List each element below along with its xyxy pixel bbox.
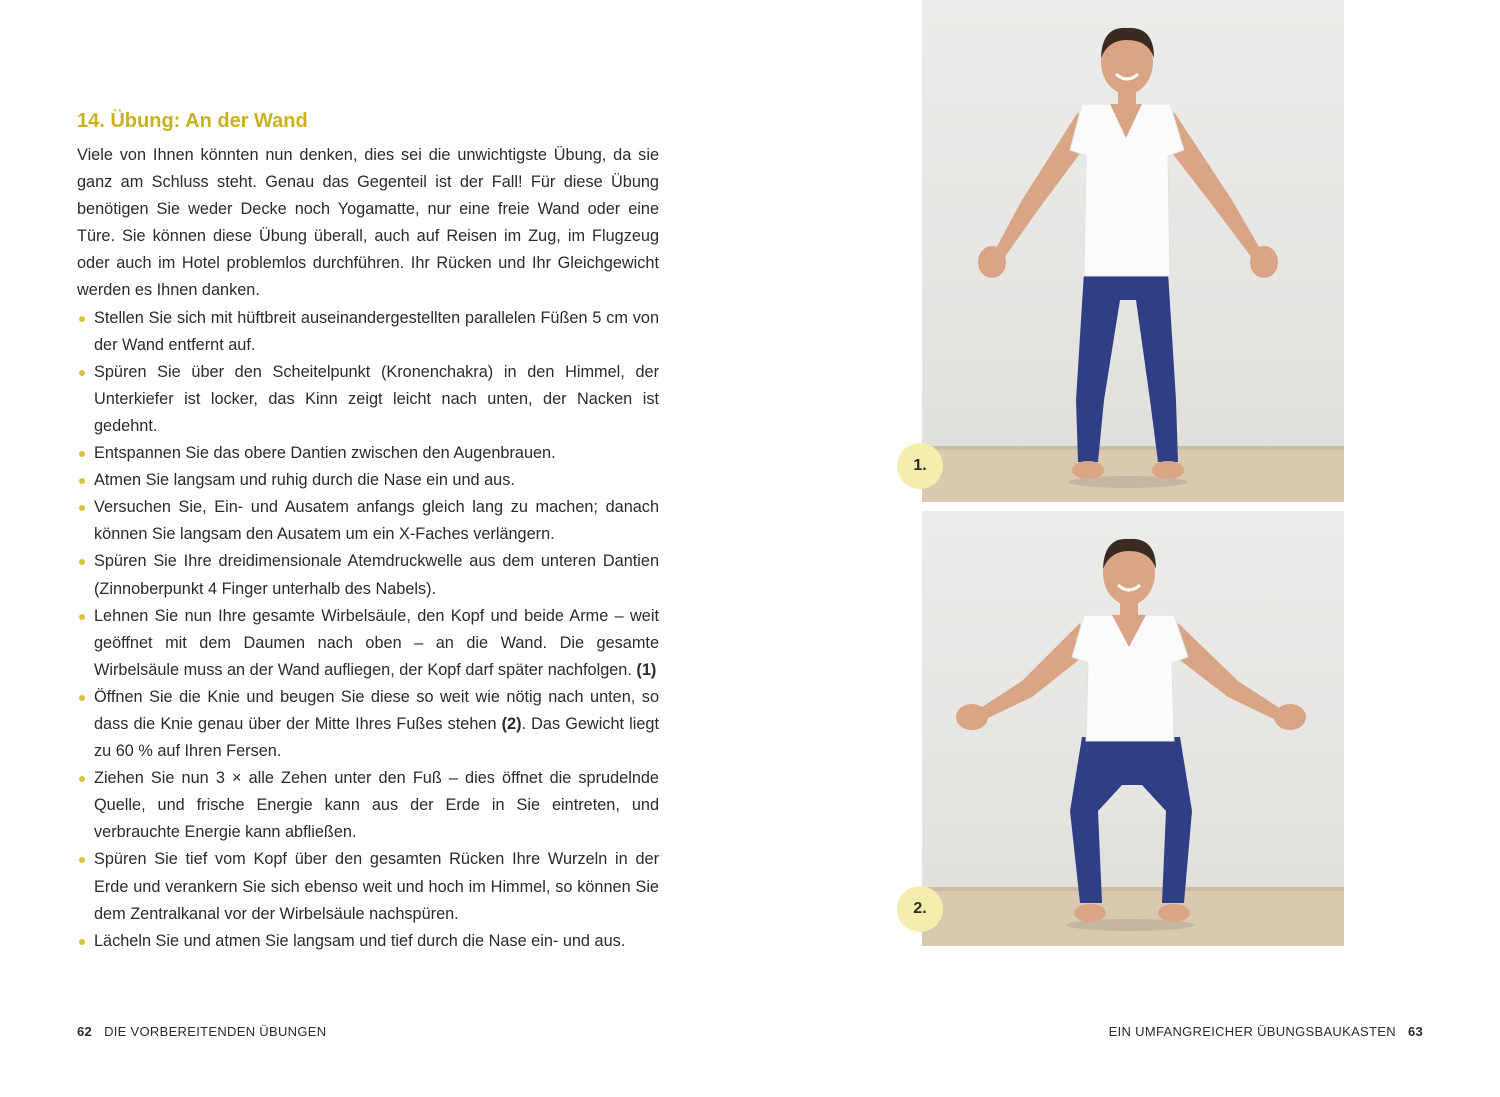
list-item: Spüren Sie Ihre dreidimensionale Atemdruckwelle aus dem unteren Dantien (Zinnoberpunkt 4 Finger unterhalb des Nabels). [77, 548, 659, 602]
list-item: Stellen Sie sich mit hüftbreit auseinandergestellten parallelen Füßen 5 cm von der Wand entfernt auf. [77, 305, 659, 359]
running-title-left: DIE VORBEREITENDEN ÜBUNGEN [104, 1024, 327, 1039]
list-item: Versuchen Sie, Ein- und Ausatem anfangs gleich lang zu machen; danach können Sie langsam den Ausatem um ein X-Faches verlängern. [77, 494, 659, 548]
page-number-right: 63 [1407, 1024, 1423, 1039]
list-item: Spüren Sie tief vom Kopf über den gesamten Rücken Ihre Wurzeln in der Erde und verankern Sie sich ebenso weit und hoch im Himmel, so können Sie dem Zentralkanal vor der Wirbelsäule nachspüren. [77, 846, 659, 927]
list-item: Lächeln Sie und atmen Sie langsam und tief durch die Nase ein- und aus. [77, 928, 659, 955]
running-title-right: EIN UMFANGREICHER ÜBUNGSBAUKASTEN [1108, 1024, 1396, 1039]
instruction-list [77, 305, 659, 955]
list-item: Lehnen Sie nun Ihre gesamte Wirbelsäule, den Kopf und beide Arme – weit geöffnet mit dem Daumen nach oben – an die Wand. Die gesamte Wirbelsäule muss an der Wand aufliegen, der Kopf darf später nachfolgen. (1) [77, 603, 659, 684]
woman-squatting-illustration [922, 511, 1344, 946]
list-item: Öffnen Sie die Knie und beugen Sie diese so weit wie nötig nach unten, so dass die Knie genau über der Mitte Ihres Fußes stehen (2). Das Gewicht liegt zu 60 % auf Ihren Fersen. [77, 684, 659, 765]
list-item: Entspannen Sie das obere Dantien zwischen den Augenbrauen. [77, 440, 659, 467]
list-item: Atmen Sie langsam und ruhig durch die Nase ein und aus. [77, 467, 659, 494]
footer-right [1109, 1024, 1423, 1039]
exercise-photo-2 [922, 511, 1344, 946]
exercise-heading: 14. Übung: An der Wand [77, 110, 308, 132]
exercise-photo-1 [922, 0, 1344, 502]
footer-left [77, 1024, 326, 1039]
list-item: Ziehen Sie nun 3 × alle Zehen unter den Fuß – dies öffnet die sprudelnde Quelle, und frische Energie kann aus der Erde in Sie eintreten, und verbrauchte Energie kann abfließen. [77, 765, 659, 846]
figure-reference: (1) [636, 660, 657, 679]
page-number-left: 62 [77, 1024, 93, 1039]
woman-standing-illustration [922, 0, 1344, 502]
intro-paragraph: Viele von Ihnen könnten nun denken, dies sei die unwichtigste Übung, da sie ganz am Schluss steht. Genau das Gegenteil ist der Fall! Für diese Übung benötigen Sie weder Decke noch Yogamatte, nur eine freie Wand oder eine Türe. Sie können diese Übung überall, auch auf Reisen im Zug, im Flugzeug oder auch im Hotel problemlos durchführen. Ihr Rücken und Ihr Gleichgewicht werden es Ihnen danken. [77, 146, 659, 300]
figure-reference: (2) [501, 714, 522, 733]
photo-badge-2: 2. [897, 886, 943, 932]
photo-badge-1: 1. [897, 443, 943, 489]
list-item: Spüren Sie über den Scheitelpunkt (Kronenchakra) in den Himmel, der Unterkiefer ist locker, das Kinn zeigt leicht nach unten, der Nacken ist gedehnt. [77, 359, 659, 440]
exercise-text [77, 142, 659, 955]
